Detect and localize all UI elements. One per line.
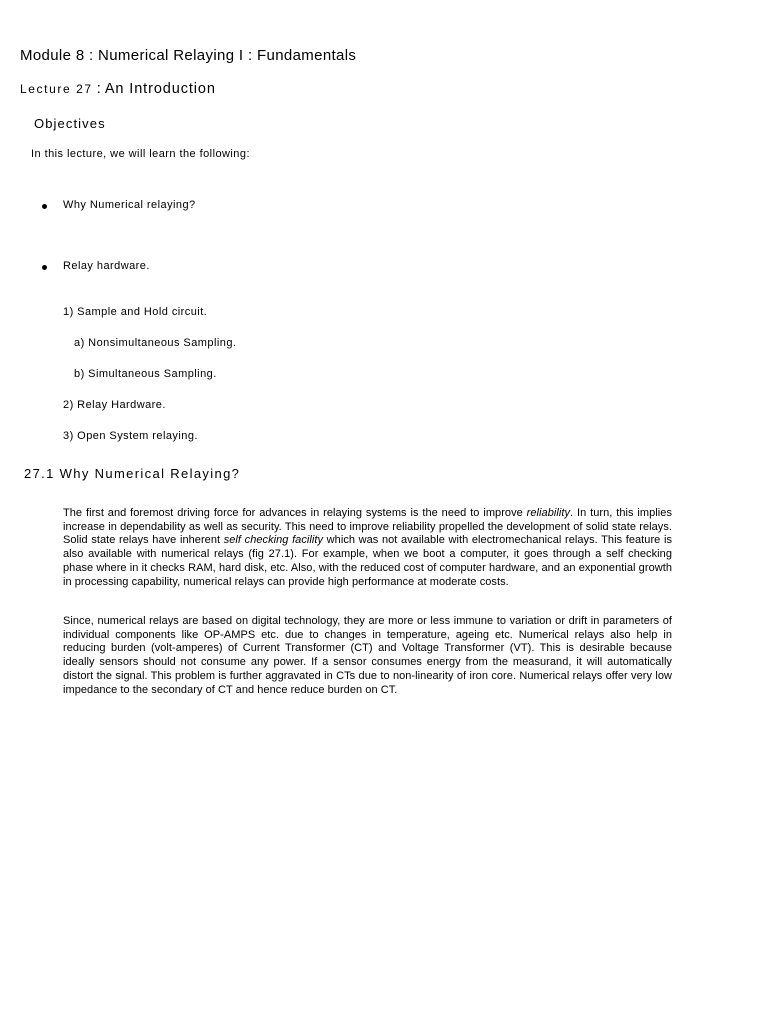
lecture-title: An Introduction [104, 81, 216, 97]
objectives-heading: Objectives [34, 116, 106, 131]
lecture-label: Lecture 27 [20, 82, 93, 96]
sub-item-simultaneous: b) Simultaneous Sampling. [74, 368, 217, 380]
paragraph-why-numerical [63, 507, 672, 589]
bullet-item-why-numerical: Why Numerical relaying? [63, 199, 196, 211]
sub-item-relay-hardware: 2) Relay Hardware. [63, 399, 166, 411]
bullet-icon [42, 204, 47, 209]
lecture-heading [20, 80, 216, 98]
sub-item-sample-hold: 1) Sample and Hold circuit. [63, 306, 208, 318]
para1-emphasis-reliability: reliability [526, 507, 571, 519]
para1-text-1: The first and foremost driving force for advances in relaying systems is the need to improve [63, 507, 527, 519]
section-heading: 27.1 Why Numerical Relaying? [24, 466, 241, 481]
bullet-icon [42, 265, 47, 270]
bullet-item-relay-hardware: Relay hardware. [63, 260, 150, 272]
para1-text-3: which was not available with electromechanical relays. This feature is also available with numerical relays (fig 27.1). For example, when we boot a computer, it goes through a self checking phase where in it checks RAM, hard disk, etc. Also, with the reduced cost of computer hardware, and an exponential growth in processing capability, numerical relays can provide high performance at moderate costs. [63, 534, 672, 588]
paragraph-digital-technology: Since, numerical relays are based on digital technology, they are more or less immune to variation or drift in parameters of individual components like OP-AMPS etc. due to changes in temperature, ageing etc. Numerical relays also help in reducing burden (volt-amperes) of Current Transformer (CT) and Voltage Transformer (VT). This is desirable because ideally sensors should not consume any power. If a sensor consumes energy from the measurand, it will automatically distort the signal. This problem is further aggravated in CTs due to non-linearity of iron core. Numerical relays offer very low impedance to the secondary of CT and hence reduce burden on CT. [63, 615, 672, 696]
objectives-intro: In this lecture, we will learn the following: [31, 148, 250, 160]
para1-text-2: . In turn, this implies increase in dependability as well as security. This need to improve reliability propelled the development of solid state relays. Solid state relays have inherent [63, 507, 673, 547]
module-title: Module 8 : Numerical Relaying I : Fundamentals [20, 47, 357, 64]
para1-emphasis-self-checking: self checking facility [223, 534, 324, 547]
lecture-separator: : [92, 81, 105, 97]
sub-item-open-system: 3) Open System relaying. [63, 430, 198, 442]
sub-item-nonsimultaneous: a) Nonsimultaneous Sampling. [74, 337, 237, 349]
